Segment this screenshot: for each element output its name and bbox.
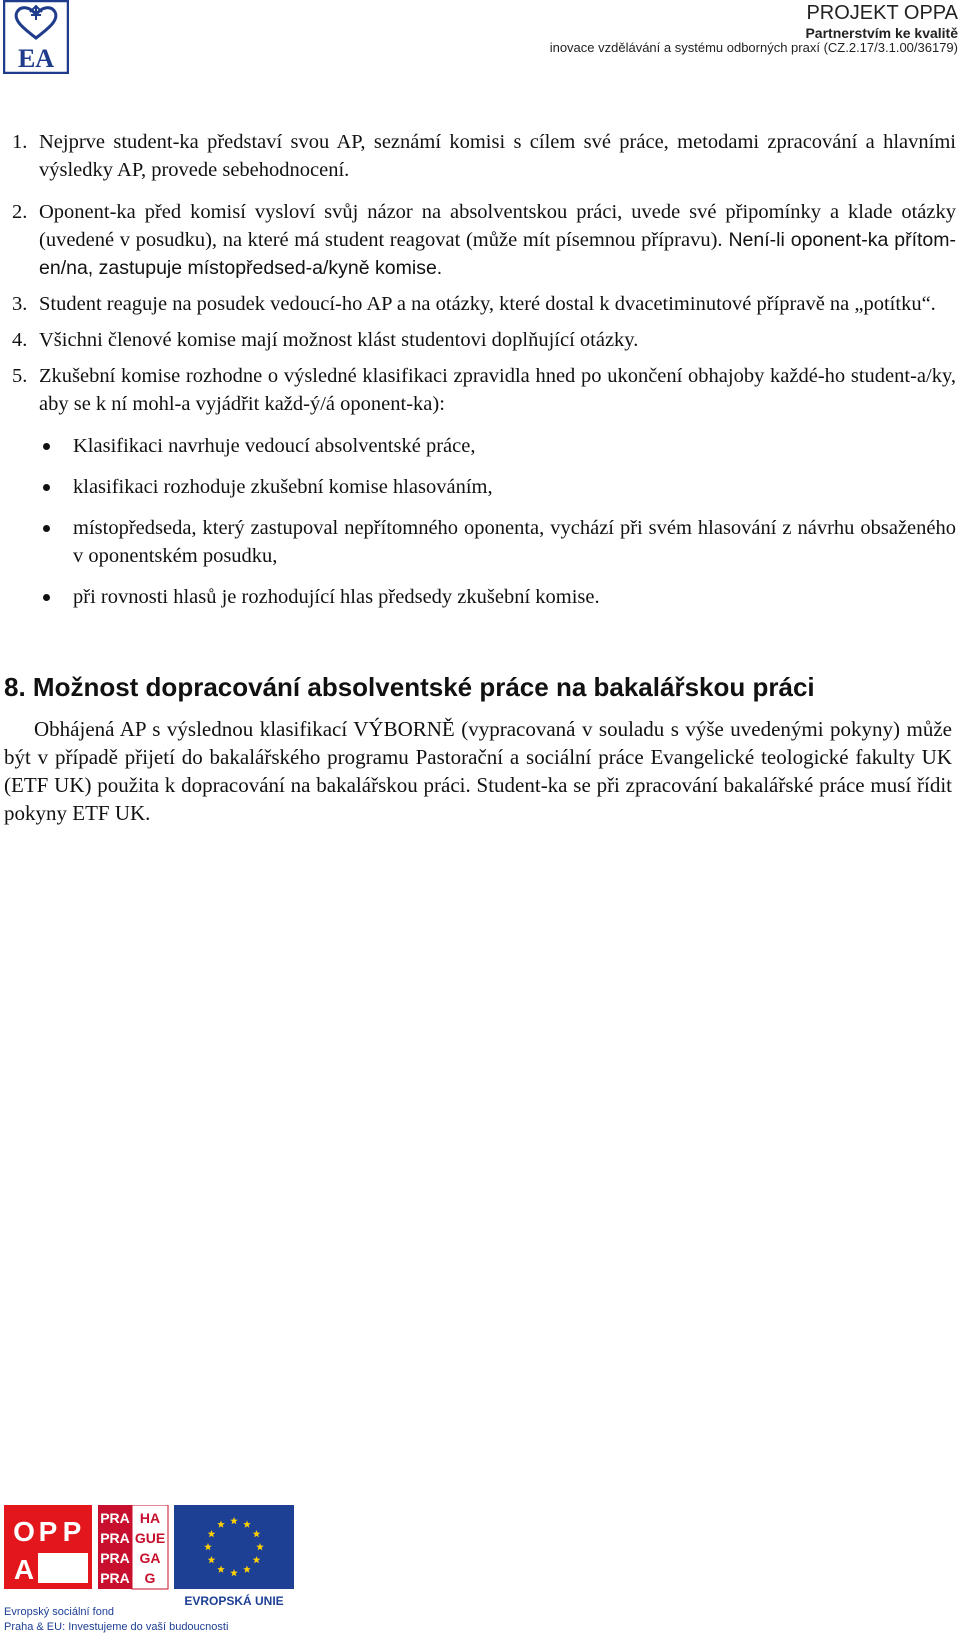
list-number: 4.	[12, 329, 28, 351]
header-project-info	[550, 2, 958, 56]
praha-text: HA	[139, 1510, 161, 1526]
bullet-dot	[43, 484, 50, 491]
eu-label: EVROPSKÁ UNIE	[184, 1594, 284, 1608]
bullet-item	[12, 432, 956, 460]
bullet-item	[12, 583, 956, 611]
oppa-letter: A	[13, 1554, 35, 1585]
bullet-list	[12, 432, 956, 611]
list-number: 2.	[12, 201, 28, 223]
praha-text: PRA	[100, 1530, 130, 1546]
footer-logos	[4, 1505, 304, 1635]
oppa-letter: P	[62, 1516, 82, 1547]
praha-text: PRA	[100, 1570, 130, 1586]
eva-logo-letters: EA	[17, 44, 55, 73]
praha-text: PRA	[100, 1550, 130, 1566]
oppa-logo	[4, 1505, 92, 1589]
bullet-item	[12, 514, 956, 570]
list-number: 3.	[12, 293, 28, 315]
footer-line2: Praha & EU: Investujeme do vaší budoucnosti	[4, 1621, 229, 1633]
list-item	[12, 326, 956, 354]
header-subtitle: Partnerstvím ke kvalitě	[805, 25, 958, 41]
list-number: 1.	[12, 131, 28, 153]
section-paragraph: Obhájená AP s výslednou klasifikací VÝBORNĚ (vypracovaná v souladu s výše uvedenými pokyny) může být v případě přijetí do bakalářského programu Pastorační a sociální práce Evangelické teologické fakulty UK (ETF UK) použita k dopracování na bakalářskou práci. Student-ka se při zpracování bakalářské práce musí řídit pokyny ETF UK.	[4, 717, 952, 825]
footer-line1: Evropský sociální fond	[4, 1606, 115, 1618]
list-text: Zkušební komise rozhodne o výsledné klasifikaci zpravidla hned po ukončení obhajoby každé-ho student-a/ky, aby se k ní mohl-a vyjádřit každ-ý/á oponent-ka):	[39, 365, 956, 415]
eva-logo	[3, 0, 69, 74]
praha-text: PRA	[100, 1510, 130, 1526]
numbered-list	[12, 128, 956, 611]
oppa-letter: P	[38, 1516, 58, 1547]
eu-flag	[174, 1505, 294, 1608]
list-item	[12, 290, 956, 318]
list-text: Student reaguje na posudek vedoucí-ho AP a na otázky, které dostal k dvacetiminutové přípravě na „potítku“.	[39, 293, 936, 315]
header-subtitle-2: inovace vzdělávání a systému odborných praxí (CZ.2.17/3.1.00/36179)	[549, 40, 958, 56]
list-number: 5.	[12, 365, 28, 387]
bullet-dot	[43, 443, 50, 450]
bullet-text: místopředseda, který zastupoval nepřítomného oponenta, vychází při svém hlasování z návrhu obsaženého v oponentském posudku,	[73, 517, 956, 567]
bullet-item	[12, 473, 956, 501]
praha-logo	[98, 1505, 168, 1589]
bullet-text: Klasifikaci navrhuje vedoucí absolventské práce,	[73, 435, 476, 457]
list-text: Nejprve student-ka představí svou AP, seznámí komisi s cílem své práce, metodami zpracování a hlavními výsledky AP, provede sebehodnocení.	[39, 131, 956, 181]
list-text-sans: Není-li oponent-ka přítom-en/na, zastupuje místopředsed-a/kyně komise.	[39, 229, 956, 279]
list-item	[12, 198, 956, 282]
header-title: PROJEKT OPPA	[806, 2, 958, 24]
bullet-text: při rovnosti hlasů je rozhodující hlas předsedy zkušební komise.	[73, 586, 600, 608]
list-item	[12, 128, 956, 184]
praha-text: GUE	[134, 1530, 166, 1546]
praha-text: GA	[139, 1550, 161, 1566]
section-heading: 8. Možnost dopracování absolventské práce na bakalářskou práci	[4, 672, 815, 702]
oppa-letter: O	[13, 1516, 35, 1547]
list-text: Všichni členové komise mají možnost klást studentovi doplňující otázky.	[39, 329, 639, 351]
bullet-text: klasifikaci rozhoduje zkušební komise hlasováním,	[73, 476, 493, 498]
bullet-dot	[43, 594, 50, 601]
list-text: Oponent-ka před komisí vysloví svůj názor na absolventskou práci, uvede své připomínky a klade otázky (uvedené v posudku), na které má student reagovat (může mít písemnou přípravu).	[39, 201, 956, 251]
praha-text: G	[144, 1570, 156, 1586]
bullet-dot	[43, 525, 50, 532]
list-item	[12, 362, 956, 418]
